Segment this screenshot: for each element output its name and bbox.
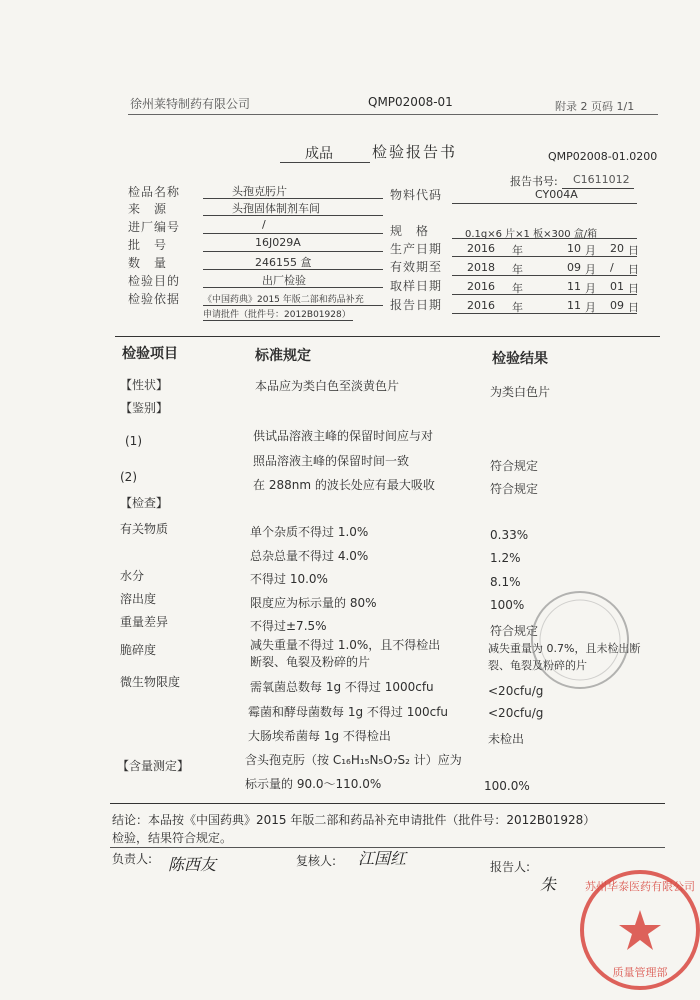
spec-underline (452, 238, 637, 239)
sample-label: 取样日期 (390, 279, 443, 293)
assay-result: 100.0% (484, 779, 530, 793)
incoming-no-value: / (262, 218, 266, 231)
friability-standard-a: 减失重量不得过 1.0%，且不得检出 (250, 638, 441, 652)
company-seal (572, 858, 700, 998)
related-result-1: 0.33% (490, 528, 529, 542)
purpose-value: 出厂检验 (262, 274, 306, 287)
assay-header: 【含量测定】 (117, 759, 190, 773)
sample-underline (452, 294, 637, 295)
micro-result-3: 未检出 (488, 732, 525, 746)
exp-label: 有效期至 (390, 260, 443, 274)
dissolution-result: 100% (490, 598, 525, 612)
quantity-label: 数 量 (128, 256, 168, 270)
basis-label: 检验依据 (128, 292, 181, 306)
water-label: 水分 (120, 569, 145, 583)
reporter-signature: 朱 (540, 875, 557, 894)
exp-day: / (610, 261, 614, 274)
report-month-unit: 月 (585, 301, 596, 314)
weight-label: 重量差异 (120, 615, 169, 629)
conclusion-line1: 结论：本品按《中国药典》2015 年版二部和药品补充申请批件（批件号：2012B01928） (112, 813, 596, 827)
id2-result: 符合规定 (490, 482, 539, 496)
appearance-header: 【性状】 (120, 378, 169, 392)
exp-year: 2018 (467, 261, 495, 274)
exp-month: 09 (567, 261, 581, 274)
sample-day: 01 (610, 280, 624, 293)
product-label: 检品名称 (128, 185, 181, 199)
spec-label: 规 格 (390, 224, 430, 238)
exp-month-unit: 月 (585, 263, 596, 276)
purpose-underline (203, 287, 383, 288)
report-month: 11 (567, 299, 581, 312)
purpose-label: 检验目的 (128, 274, 181, 288)
micro-standard-2: 霉菌和酵母菌数每 1g 不得过 100cfu (248, 705, 449, 719)
svg-text:质量管理部: 质量管理部 (612, 966, 668, 979)
mfg-day: 20 (610, 242, 624, 255)
friability-standard-b: 断裂、龟裂及粉碎的片 (250, 655, 371, 669)
reviewer-signature: 江国红 (358, 849, 407, 868)
id2-number: (2) (120, 470, 137, 484)
dissolution-standard: 限度应为标示量的 80% (250, 596, 377, 610)
mfg-month: 10 (567, 242, 581, 255)
product-underline (203, 198, 383, 199)
report-no-label: 报告书号: (510, 175, 558, 188)
report-no: C1611012 (573, 173, 630, 186)
friability-result-b: 裂、龟裂及粉碎的片 (488, 659, 587, 672)
id2-standard: 在 288nm 的波长处应有最大吸收 (253, 478, 435, 492)
exp-year-unit: 年 (512, 263, 523, 276)
appearance-result: 为类白色片 (490, 385, 551, 399)
water-standard: 不得过 10.0% (250, 572, 328, 586)
id1-standard-a: 供试品溶液主峰的保留时间应与对 (253, 429, 434, 443)
assay-standard-b: 标示量的 90.0～110.0% (245, 777, 382, 791)
reporter-label: 报告人: (490, 860, 531, 874)
identify-header: 【鉴别】 (120, 401, 169, 415)
sample-year-unit: 年 (512, 282, 523, 295)
product-value: 头孢克肟片 (232, 185, 287, 198)
basis-line2: 申请批件（批件号：2012B01928） (203, 310, 351, 320)
check-header: 【检查】 (120, 496, 169, 510)
basis-underline-2 (203, 320, 353, 321)
table-bottom-rule (110, 803, 665, 804)
sample-month: 11 (567, 280, 581, 293)
related-standard-2: 总杂总量不得过 4.0% (250, 549, 369, 563)
report-year: 2016 (467, 299, 495, 312)
col-result: 检验结果 (492, 351, 548, 367)
svg-text:苏州华泰医药有限公司: 苏州华泰医药有限公司 (585, 880, 695, 893)
sample-year: 2016 (467, 280, 495, 293)
id1-result: 符合规定 (490, 459, 539, 473)
micro-standard-1: 需氧菌总数每 1g 不得过 1000cfu (250, 680, 434, 694)
responsible-label: 负责人: (112, 852, 153, 866)
quantity-value: 246155 盒 (255, 256, 312, 269)
basis-underline-1 (203, 305, 383, 306)
form-code: QMP02008-01.0200 (548, 150, 658, 163)
assay-standard-a: 含头孢克肟（按 C₁₆H₁₅N₅O₇S₂ 计）应为 (245, 753, 462, 767)
micro-standard-3: 大肠埃希菌每 1g 不得检出 (248, 729, 391, 743)
related-result-2: 1.2% (490, 551, 521, 565)
related-standard-1: 单个杂质不得过 1.0% (250, 525, 369, 539)
friability-label: 脆碎度 (120, 643, 157, 657)
micro-label: 微生物限度 (120, 675, 181, 689)
mfg-label: 生产日期 (390, 242, 443, 256)
reviewer-label: 复核人: (296, 854, 337, 868)
material-code-underline (452, 203, 637, 204)
source-underline (203, 215, 383, 216)
batch-label: 批 号 (128, 238, 168, 252)
source-value: 头孢固体制剂车间 (232, 202, 320, 215)
report-title: 检验报告书 (372, 143, 458, 161)
conclusion-line2: 检验，结果符合规定。 (112, 831, 233, 845)
report-date-label: 报告日期 (390, 298, 443, 312)
company-name: 徐州莱特制药有限公司 (130, 97, 251, 111)
mfg-year-unit: 年 (512, 244, 523, 257)
spec-value: 0.1g×6 片×1 板×300 盒/箱 (465, 229, 598, 240)
weight-standard: 不得过±7.5% (250, 619, 327, 633)
appearance-standard: 本品应为类白色至淡黄色片 (255, 379, 400, 393)
weight-result: 符合规定 (490, 624, 539, 638)
source-label: 来 源 (128, 202, 168, 216)
col-item: 检验项目 (122, 346, 178, 362)
faded-stamp (520, 580, 640, 700)
batch-underline (203, 251, 383, 252)
title-prefix: 成品 (305, 146, 333, 162)
quantity-underline (203, 269, 383, 270)
dissolution-label: 溶出度 (120, 592, 157, 606)
friability-result-a: 减失重量为 0.7%，且未检出断 (488, 642, 641, 655)
water-result: 8.1% (490, 575, 521, 589)
table-top-rule (115, 336, 660, 337)
micro-result-1: <20cfu/g (488, 684, 544, 698)
exp-underline (452, 275, 637, 276)
report-date-underline (452, 313, 637, 314)
batch-value: 16J029A (255, 236, 301, 249)
title-underline (280, 162, 370, 163)
col-standard: 标准规定 (255, 348, 311, 364)
micro-result-2: <20cfu/g (488, 706, 544, 720)
exp-day-unit: 日 (628, 263, 639, 276)
material-code-label: 物料代码 (390, 188, 443, 202)
report-day-unit: 日 (628, 301, 639, 314)
id1-standard-b: 照品溶液主峰的保留时间一致 (253, 454, 410, 468)
material-code-value: CY004A (535, 188, 578, 201)
doc-code: QMP02008-01 (368, 95, 453, 109)
incoming-no-label: 进厂编号 (128, 220, 181, 234)
sample-day-unit: 日 (628, 282, 639, 295)
sample-month-unit: 月 (585, 282, 596, 295)
related-label: 有关物质 (120, 522, 169, 536)
report-year-unit: 年 (512, 301, 523, 314)
header-rule (128, 114, 658, 115)
mfg-underline (452, 256, 637, 257)
page-info: 附录 2 页码 1/1 (555, 100, 635, 113)
basis-line1: 《中国药典》2015 年版二部和药品补充 (203, 295, 364, 305)
mfg-day-unit: 日 (628, 244, 639, 257)
mfg-year: 2016 (467, 242, 495, 255)
incoming-no-underline (203, 233, 383, 234)
id1-number: (1) (125, 434, 142, 448)
mfg-month-unit: 月 (585, 244, 596, 257)
responsible-signature: 陈西友 (168, 855, 217, 874)
report-day: 09 (610, 299, 624, 312)
